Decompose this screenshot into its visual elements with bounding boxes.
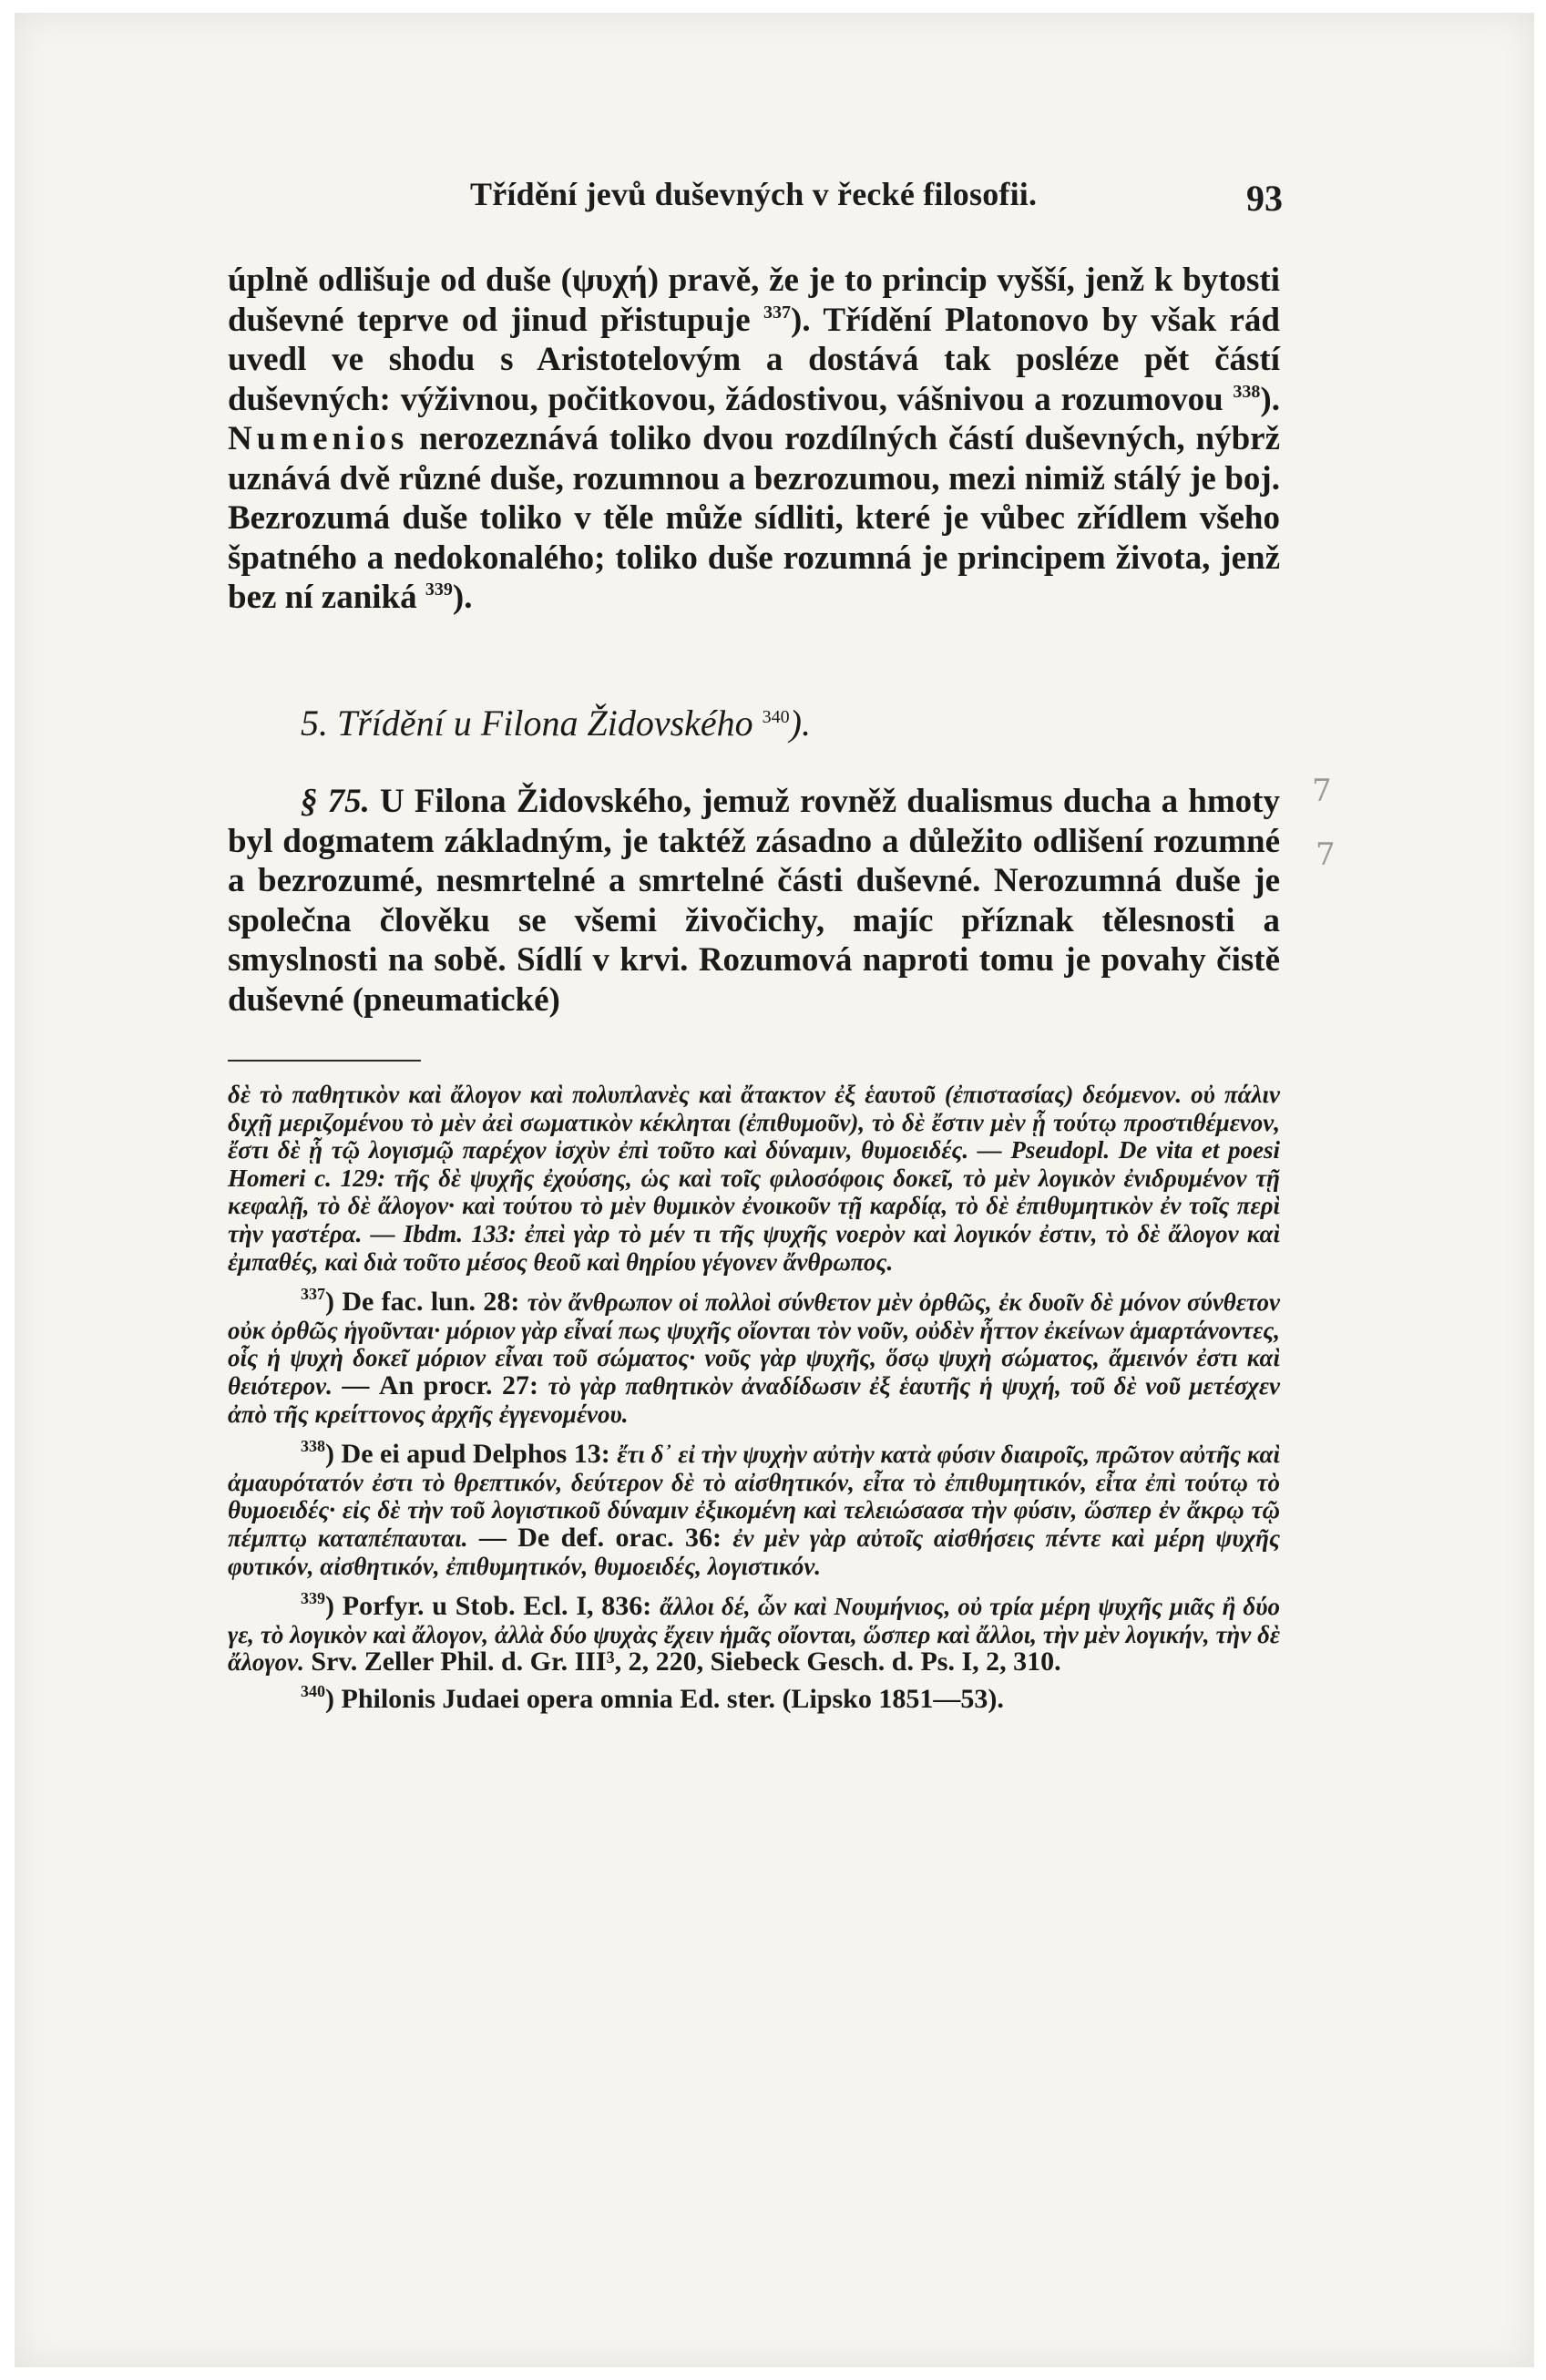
running-header (228, 175, 1283, 221)
footnote-337 (228, 1285, 1280, 1428)
footnote-337-latin-a: ) De fac. lun. 28: (325, 1287, 527, 1318)
footnote-337-greek-b: τὸν ἄνθρωπον οἱ πολλοὶ σύνθετον μὲν ὀρθῶς, ἐκ δυοῖν δὲ μόνον σύνθετον οὐκ ὀρθῶς ἡγοῦνται· μόριον γὰρ εἶναί πως ψυχῆς οἴονται τὸν νοῦν, οὐδὲν ἧττον ἐκείνων ἁμαρτάνοντες, οἷς ἡ ψυχὴ δοκεῖ μόριον εἶναι τοῦ σώματος· νοῦς γὰρ ψυχῆς, ὅσῳ ψυχὴ σώματος, ἄμεινόν ἐστι καὶ θειότερον. (228, 1288, 1280, 1400)
footnote-divider (228, 1060, 421, 1062)
footnote-337-greek-d: τὸ γὰρ παθητικὸν ἀναδίδωσιν ἐξ ἑαυτῆς ἡ ψυχή, τοῦ δὲ νοῦ μετέσχεν ἀπὸ τῆς κρείττονος ἀρχῆς ἐγγενομένου. (228, 1371, 1280, 1428)
name-numenios: Numenios (228, 420, 409, 457)
footnote-ref-340: 340 (762, 707, 790, 727)
footnote-339 (228, 1589, 1280, 1677)
body-paragraph (228, 261, 1280, 618)
body-text-d: nerozeznává toliko dvou rozdílných částí duševných, nýbrž uznává dvě různé duše, rozumnou a bezrozumou, mezi nimiž stálý je boj. Bezrozumá duše toliko v těle může sídliti, které je vůbec zřídlem všeho špatného a nedokonalého; toliko duše rozumná je principem života, jenž bez ní zaniká (228, 420, 1280, 616)
margin-mark: 7 (1312, 773, 1332, 809)
page-number: 93 (1246, 178, 1283, 219)
footnote-number-340: 340 (301, 1681, 325, 1700)
body-text-a: úplně odlišuje od duše (ψυχή) pravě, že je to princip vyšší, jenž k bytosti duševné teprve od jinud přistupuje (228, 262, 1280, 339)
body-text-c: ). (1260, 380, 1280, 418)
footnote-337-latin-c: — An procr. 27: (332, 1370, 548, 1400)
section-heading (301, 702, 811, 744)
body-text-b: ). Třídění Platonovo by však rád uvedl ve shodu s Aristotelovým a dostává tak posléze pět částí duševných: výživnou, počitkovou, žádostivou, vášnivou a rozumovou (228, 301, 1280, 418)
footnote-338 (228, 1437, 1280, 1580)
footnote-continuation: δὲ τὸ παθητικὸν καὶ ἄλογον καὶ πολυπλανὲς καὶ ἄτακτον ἐξ ἑαυτοῦ (ἐπιστασίας) δεόμενον. οὐ πάλιν διχῇ μεριζομένου τὸ μὲν ἀεὶ σωματικὸν κέκληται (ἐπιθυμοῦν), τὸ δὲ ἔστιν μὲν ᾗ τούτῳ προστιθέμενον, ἔστι δὲ ᾗ τῷ λογισμῷ παρέχον ἰσχὺν ἐπὶ τοῦτο καὶ δύναμιν, θυμοειδές. — Pseudopl. De vita et poesi Homeri c. 129: τῆς δὲ ψυχῆς ἐχούσης, ὡς καὶ τοῖς φιλοσόφοις δοκεῖ, τὸ μὲν λογικὸν ἐνιδρυμένον τῇ κεφαλῇ, τὸ δὲ ἄλογον· καὶ τούτου τὸ μὲν θυμικὸν ἐνοικοῦν τῇ καρδίᾳ, τὸ δὲ ἐπιθυμητικὸν ἐν τοῖς περὶ τὴν γαστέρα. — Ibdm. 133: ἐπεὶ γὰρ τὸ μέν τι τῆς ψυχῆς νοερὸν καὶ λογικόν ἐστιν, τὸ δὲ ἄλογον καὶ ἐμπαθές, καὶ διὰ τοῦτο μέσος θεοῦ καὶ θηρίου γέγονεν ἄνθρωπος. (228, 1081, 1280, 1276)
section-heading-close: ). (789, 703, 811, 744)
section-paragraph (228, 782, 1280, 1020)
footnote-340-text: ) Philonis Judaei opera omnia Ed. ster. (Lipsko 1851—53). (325, 1683, 1004, 1714)
running-title: Třídění jevů duševných v řecké filosofii. (470, 176, 1038, 212)
footnote-339-latin-c: Srv. Zeller Phil. d. Gr. III³, 2, 220, Siebeck Gesch. d. Ps. I, 2, 310. (303, 1647, 1061, 1677)
margin-mark: 7 (1316, 836, 1336, 873)
footnote-number-337: 337 (301, 1285, 325, 1304)
footnote-338-latin-c: — De def. orac. 36: (467, 1522, 733, 1553)
footnote-338-greek-b: ἔτι δ᾽ εἰ τὴν ψυχὴν αὐτὴν κατὰ φύσιν διαιροῖς, πρῶτον αὐτῆς καὶ ἀμαυρότατόν ἐστι τὸ θρεπτικόν, δεύτερον δὲ τὸ αἰσθητικόν, εἶτα τὸ ἐπιθυμητικόν, εἶτα ἐπὶ τούτῳ τὸ θυμοειδές· εἰς δὲ τὴν τοῦ λογιστικοῦ δύναμιν ἐξικομένη καὶ τελειώσασα τὴν φύσιν, ὥσπερ ἐν ἄκρῳ τῷ πέμπτῳ καταπέπαυται. (228, 1441, 1280, 1552)
footnote-number-339: 339 (301, 1589, 325, 1608)
section-text: U Filona Židovského, jemuž rovněž dualismus ducha a hmoty byl dogmatem základným, je taktéž zásadno a důležito odlišení rozumné a bezrozumé, nesmrtelné a smrtelné části duševné. Nerozumná duše je společna člověku se všemi živočichy, majíc příznak tělesnosti a smyslnosti na sobě. Sídlí v krvi. Rozumová naproti tomu je povahy čistě duševné (pneumatické) (228, 783, 1281, 1019)
footnote-number-338: 338 (301, 1437, 325, 1456)
footnote-340 (228, 1681, 1280, 1714)
footnote-338-greek-d: ἐν μὲν γὰρ αὐτοῖς αἰσθήσεις πέντε καὶ μέρη ψυχῆς φυτικόν, αἰσθητικόν, ἐπιθυμητικόν, θυμοειδές, λογιστικόν. (228, 1523, 1280, 1580)
footnotes (228, 1081, 1280, 1722)
footnote-339-latin-a: ) Porfyr. u Stob. Ecl. I, 836: (325, 1591, 660, 1622)
footnote-338-latin-a: ) De ei apud Delphos 13: (325, 1439, 618, 1470)
footnote-ref-337: 337 (763, 302, 792, 323)
body-text-e: ). (452, 579, 473, 616)
paragraph-symbol: § 75. (301, 783, 370, 820)
footnote-ref-338: 338 (1233, 381, 1261, 402)
footnote-ref-339: 339 (425, 580, 453, 600)
footnote-339-greek-b: ἄλλοι δέ, ὧν καὶ Νουμήνιος, οὐ τρία μέρη ψυχῆς μιᾶς ἢ δύο γε, τὸ λογικὸν καὶ ἄλογον, ἀλλὰ δύο ψυχὰς ἔχειν ἡμᾶς οἴονται, ὥσπερ καὶ ἄλλοι, τὴν μὲν λογικήν, τὴν δὲ ἄλογον. (228, 1593, 1280, 1677)
section-heading-text: 5. Třídění u Filona Židovského (301, 703, 763, 744)
